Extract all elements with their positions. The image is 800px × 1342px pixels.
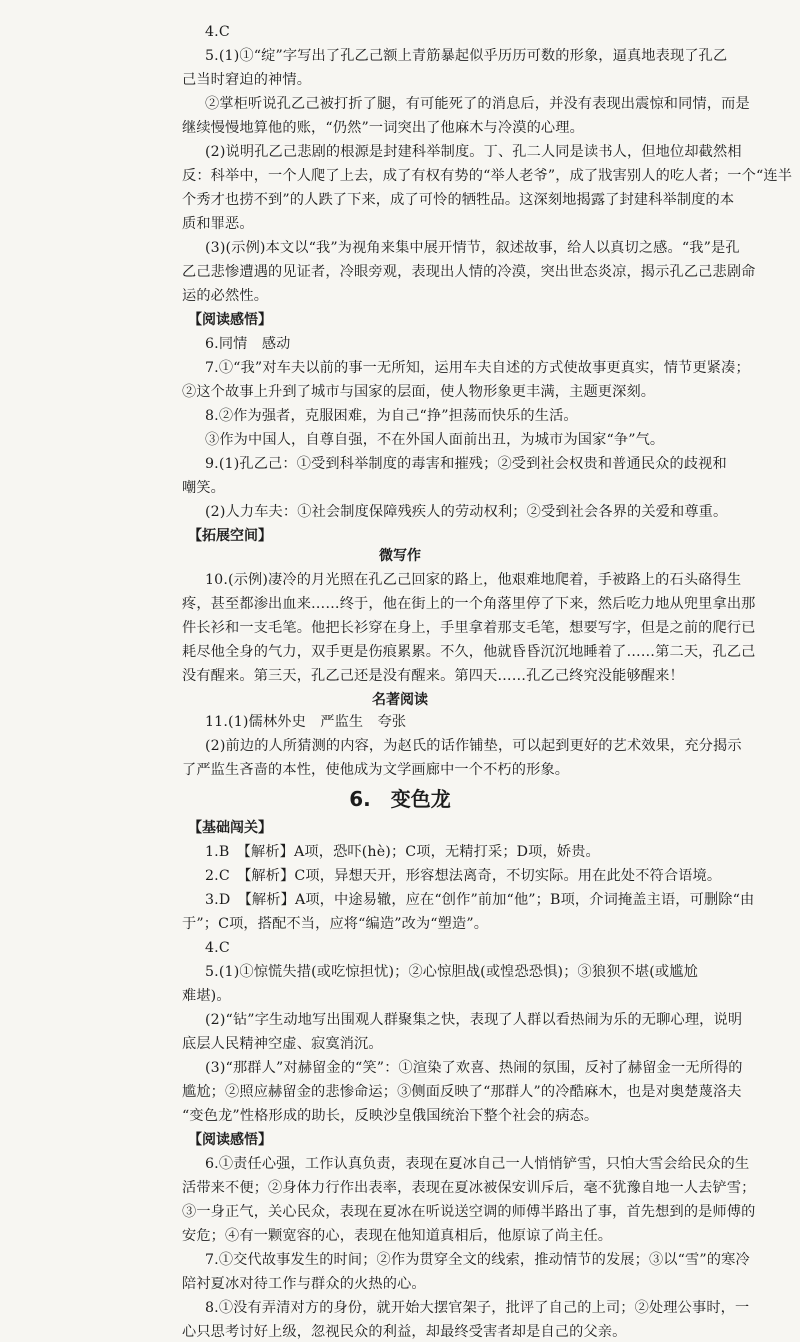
answer-line: 3.D 【解析】A项，中途易辙，应在“创作”前加“他”；B项，介词掩盖主语，可删除“由 [205, 892, 755, 908]
answer-line: “变色龙”性格形成的助长，反映沙皇俄国统治下整个社会的病态。 [182, 1108, 599, 1124]
answer-line: 疼，甚至都渗出血来……终于，他在街上的一个角落里停了下来，然后吃力地从兜里拿出那 [182, 596, 756, 612]
subheading-micro-writing: 微写作 [379, 548, 421, 564]
answer-line: 6.①责任心强，工作认真负责，表现在夏冰自己一人悄悄铲雪，只怕大雪会给民众的生 [205, 1156, 750, 1172]
section-tag-reading-2: 【阅读感悟】 [188, 1132, 272, 1148]
answer-line: 心只思考讨好上级，忽视民众的利益，却最终受害者却是自己的父亲。 [182, 1324, 627, 1340]
answer-line: 5.(1)①“绽”字写出了孔乙己额上青筋暴起似乎历历可数的形象，逼真地表现了孔乙 [205, 48, 728, 64]
answer-line: (3)“那群人”对赫留金的“笑”：①渲染了欢喜、热闹的氛围，反衬了赫留金一无所得的 [205, 1060, 743, 1076]
answer-line: 嘲笑。 [182, 480, 226, 496]
answer-line: ②这个故事上升到了城市与国家的层面，使人物形象更丰满，主题更深刻。 [182, 384, 656, 400]
answer-line: 底层人民精神空虚、寂寞消沉。 [182, 1036, 383, 1052]
answer-line: 于”；C项，搭配不当，应将“编造”改为“塑造”。 [182, 916, 489, 932]
answer-line: 2.C 【解析】C项，异想天开，形容想法离奇，不切实际。用在此处不符合语境。 [205, 868, 722, 884]
answer-line: 没有醒来。第三天，孔乙己还是没有醒来。第四天……孔乙己终究没能够醒来！ [182, 668, 684, 684]
answer-line: 11.(1)儒林外史 严监生 夸张 [205, 714, 407, 730]
answer-line: (2)前边的人所猜测的内容，为赵氏的话作铺垫，可以起到更好的艺术效果，充分揭示 [205, 738, 742, 754]
answer-line: 8.①没有弄清对方的身份，就开始大摆官架子，批评了自己的上司；②处理公事时，一 [205, 1300, 750, 1316]
answer-line: 7.①交代故事发生的时间；②作为贯穿全文的线索，推动情节的发展；③以“雪”的寒冷 [205, 1252, 750, 1268]
answer-line: 运的必然性。 [182, 288, 269, 304]
answer-line: 4.C [205, 24, 230, 40]
answer-line: ②掌柜听说孔乙己被打折了腿，有可能死了的消息后，并没有表现出震惊和同情，而是 [205, 96, 750, 112]
answer-line: 7.①“我”对车夫以前的事一无所知，运用车夫自述的方式使故事更真实，情节更紧凑； [205, 360, 750, 376]
answer-line: 了严监生吝啬的本性，使他成为文学画廊中一个不朽的形象。 [182, 762, 570, 778]
answer-line: 1.B 【解析】A项，恐吓(hè)；C项，无精打采；D项，娇贵。 [205, 844, 600, 860]
answer-line: 继续慢慢地算他的账，“仍然”一词突出了他麻木与冷漠的心理。 [182, 120, 584, 136]
answer-line: 难堪)。 [182, 988, 231, 1004]
answer-line: 质和罪恶。 [182, 216, 254, 232]
answer-line: (3)(示例)本文以“我”为视角来集中展开情节，叙述故事，给人以真切之感。“我”是孔 [205, 240, 740, 256]
section-tag-extension: 【拓展空间】 [188, 528, 272, 544]
answer-line: (2)人力车夫：①社会制度保障残疾人的劳动权利；②受到社会各界的关爱和尊重。 [205, 504, 728, 520]
answer-line: 6.同情 感动 [205, 336, 291, 352]
answer-line: ③作为中国人，自尊自强，不在外国人面前出丑，为城市为国家“争”气。 [205, 432, 665, 448]
answer-line: (2)“钻”字生动地写出围观人群聚集之快，表现了人群以看热闹为乐的无聊心理，说明 [205, 1012, 743, 1028]
answer-line: 4.C [205, 940, 230, 956]
answer-line: 乙己悲惨遭遇的见证者，冷眼旁观，表现出人情的冷漠，突出世态炎凉，揭示孔乙己悲剧命 [182, 264, 756, 280]
answer-line: 耗尽他全身的气力，双手更是伤痕累累。不久，他就昏昏沉沉地睡着了……第二天，孔乙己 [182, 644, 756, 660]
answer-line: ③一身正气，关心民众，表现在夏冰在听说送空调的师傅半路出了事，首先想到的是师傅的 [182, 1204, 756, 1220]
answer-line: 己当时窘迫的神情。 [182, 72, 312, 88]
subheading-classics: 名著阅读 [372, 692, 428, 708]
answer-line: 10.(示例)凄冷的月光照在孔乙己回家的路上，他艰难地爬着，手被路上的石头硌得生 [205, 572, 742, 588]
section-tag-reading: 【阅读感悟】 [188, 312, 272, 328]
answer-line: 件长衫和一支毛笔。他把长衫穿在身上，手里拿着那支毛笔，想要写字，但是之前的爬行已 [182, 620, 756, 636]
answer-line: (2)说明孔乙己悲剧的根源是封建科举制度。丁、孔二人同是读书人，但地位却截然相 [205, 144, 742, 160]
answer-line: 8.②作为强者，克服困难，为自己“挣”担荡而快乐的生活。 [205, 408, 578, 424]
section-title: 6. 变色龙 [349, 787, 451, 811]
section-tag-basic: 【基础闯关】 [188, 820, 272, 836]
answer-line: 9.(1)孔乙己：①受到科举制度的毒害和摧残；②受到社会权贵和普通民众的歧视和 [205, 456, 727, 472]
answer-line: 反：科举中，一个人爬了上去，成了有权有势的“举人老爷”，成了戕害别人的吃人者；一个“连半 [182, 168, 793, 184]
answer-line: 尴尬；②照应赫留金的悲惨命运；③侧面反映了“那群人”的冷酷麻木，也是对奥楚蔑洛夫 [182, 1084, 742, 1100]
answer-line: 陪衬夏冰对待工作与群众的火热的心。 [182, 1276, 426, 1292]
answer-line: 个秀才也捞不到”的人跌了下来，成了可怜的牺牲品。这深刻地揭露了封建科举制度的本 [182, 192, 735, 208]
answer-line: 5.(1)①惊慌失措(或吃惊担忧)；②心惊胆战(或惶恐恐惧)；③狼狈不堪(或尴尬 [205, 964, 698, 980]
answer-line: 安危；④有一颗宽容的心，表现在他知道真相后，他原谅了尚主任。 [182, 1228, 613, 1244]
answer-line: 活带来不便；②身体力行作出表率，表现在夏冰被保安训斥后，毫不犹豫自地一人去铲雪； [182, 1180, 756, 1196]
